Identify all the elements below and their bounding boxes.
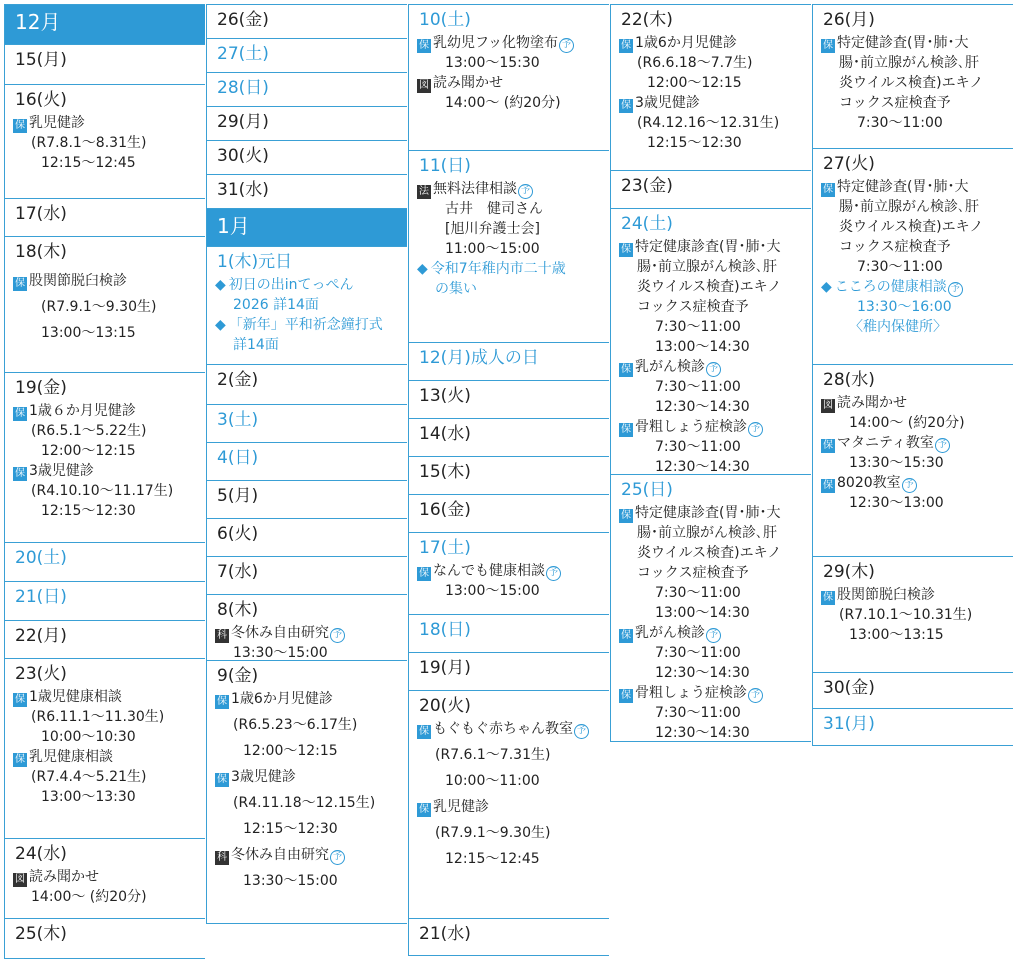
day-cell (5, 44, 205, 84)
category-icon: 保 (823, 480, 833, 491)
reservation-icon: 予 (574, 724, 589, 739)
day-label: 27(土) (217, 44, 269, 64)
event-title: 保 8020教室 予 (821, 473, 1013, 493)
reservation-icon: 予 (902, 478, 917, 493)
event-title: 保 3歳児健診 (15, 463, 94, 479)
event-detail: (R7.8.1～8.31生) (31, 135, 147, 151)
event-title: ◆ 「新年」平和祈念鐘打式 (215, 317, 383, 333)
day-label: 7(水) (217, 562, 259, 582)
day-label: 13(火) (419, 386, 471, 406)
day-label: 30(金) (823, 678, 875, 698)
event-detail: 12:15～12:30 (647, 135, 742, 151)
event-detail: (R7.4.4～5.21生) (31, 769, 147, 785)
event-title: 保 マタニティ教室 予 (821, 433, 1013, 453)
event-title: 保 特定健康診査(胃･肺･大 (621, 505, 781, 521)
category-icon: 保 (823, 40, 833, 51)
event-detail: 13:00～14:30 (655, 339, 750, 355)
event-title: 図 読み聞かせ (823, 395, 907, 411)
event-title: 保 1歳6か月児健診 (621, 35, 737, 51)
day-label: 5(月) (217, 486, 259, 506)
event-title: ◆ こころの健康相談 予 (821, 277, 1013, 297)
event-detail: 腸･前立腺がん検診､肝 (637, 525, 777, 541)
day-cell (5, 542, 205, 581)
reservation-icon: 予 (706, 628, 721, 643)
event-detail: (R7.10.1～10.31生) (839, 607, 973, 623)
event-title: 保 3歳児健診 (621, 95, 700, 111)
diamond-icon: ◆ (821, 279, 832, 295)
day-cell (409, 918, 609, 956)
category-icon: 保 (621, 510, 631, 521)
day-label: 8(木) (217, 600, 259, 620)
day-label: 16(火) (15, 90, 67, 110)
category-icon: 保 (621, 364, 631, 375)
diamond-icon: ◆ (215, 277, 226, 293)
day-cell (409, 456, 609, 494)
day-cell (207, 480, 407, 518)
event-detail: 12:15～12:30 (243, 821, 338, 837)
category-icon: 保 (15, 694, 25, 705)
reservation-icon: 予 (546, 566, 561, 581)
day-cell (207, 660, 407, 924)
day-cell (409, 652, 609, 690)
event-detail: 13:00～13:15 (41, 325, 136, 341)
day-cell (5, 838, 205, 918)
category-icon: 図 (823, 400, 833, 411)
day-label: 23(金) (621, 176, 673, 196)
event-detail: (R6.11.1～11.30生) (31, 709, 165, 725)
reservation-icon: 予 (748, 422, 763, 437)
day-cell (207, 4, 407, 38)
day-label: 2(金) (217, 370, 259, 390)
event-detail: コックス症検査予 (637, 299, 749, 315)
day-label: 28(日) (217, 78, 269, 98)
event-title: ◆ 初日の出inてっぺん (215, 277, 354, 293)
event-detail: (R7.9.1～9.30生) (435, 825, 551, 841)
event-detail: の集い (435, 281, 477, 297)
reservation-icon: 予 (706, 362, 721, 377)
day-cell (611, 170, 811, 208)
event-detail: 炎ウイルス検査)エキノ (637, 279, 782, 295)
day-label: 23(火) (15, 664, 67, 684)
day-label: 26(金) (217, 10, 269, 30)
calendar-column (812, 4, 1013, 746)
event-title: 法 無料法律相談 予 (417, 179, 609, 199)
day-cell (813, 672, 1013, 708)
category-icon: 図 (419, 80, 429, 91)
day-cell (813, 556, 1013, 672)
category-icon: 保 (621, 244, 631, 255)
day-label: 19(月) (419, 658, 471, 678)
day-label: 3(土) (217, 410, 259, 430)
event-detail: 7:30～11:00 (857, 115, 943, 131)
event-detail: 13:00～13:30 (41, 789, 136, 805)
category-icon: 科 (217, 630, 227, 641)
event-detail: 腸･前立腺がん検診､肝 (839, 55, 979, 71)
event-detail: コックス症検査予 (839, 239, 951, 255)
reservation-icon: 予 (948, 282, 963, 297)
day-label: 20(土) (15, 548, 67, 568)
event-detail: 10:00～11:00 (445, 773, 540, 789)
day-cell (5, 84, 205, 198)
event-detail: (R7.6.1～7.31生) (435, 747, 551, 763)
day-cell (207, 364, 407, 404)
calendar-column (4, 4, 205, 959)
event-title: 図 読み聞かせ (419, 75, 503, 91)
day-label: 15(月) (15, 50, 67, 70)
event-detail: 7:30～11:00 (655, 705, 741, 721)
event-detail: 炎ウイルス検査)エキノ (637, 545, 782, 561)
event-detail: (R6.5.1～5.22生) (31, 423, 147, 439)
day-label: 27(火) (823, 154, 875, 174)
day-label: 4(日) (217, 448, 259, 468)
event-detail: 12:30～14:30 (655, 399, 750, 415)
event-title: 保 乳児健診 (15, 115, 85, 131)
event-detail: 12:30～14:30 (655, 459, 750, 475)
category-icon: 保 (823, 184, 833, 195)
event-detail: 〈稚内保健所〉 (849, 319, 947, 335)
event-detail: 13:00～15:00 (445, 583, 540, 599)
day-cell (207, 246, 407, 364)
day-label: 10(土) (419, 10, 471, 30)
event-detail: (R7.9.1～9.30生) (41, 299, 157, 315)
category-icon: 法 (419, 186, 429, 197)
day-cell (409, 494, 609, 532)
event-detail: 13:00～14:30 (655, 605, 750, 621)
event-detail: 古井 健司さん (445, 201, 543, 217)
day-label: 22(木) (621, 10, 673, 30)
day-label: 17(土) (419, 538, 471, 558)
category-icon: 保 (15, 754, 25, 765)
calendar-column (408, 4, 609, 956)
event-detail: (R6.6.18～7.7生) (637, 55, 753, 71)
day-cell (5, 658, 205, 838)
reservation-icon: 予 (330, 850, 345, 865)
day-cell (813, 148, 1013, 364)
event-title: 図 読み聞かせ (15, 869, 99, 885)
event-detail: 腸･前立腺がん検診､肝 (637, 259, 777, 275)
event-title: 保 3歳児健診 (217, 769, 296, 785)
day-cell (5, 581, 205, 620)
event-title: 保 骨粗しょう症検診 予 (619, 683, 811, 703)
event-detail: 13:30～16:00 (857, 299, 952, 315)
day-cell (611, 474, 811, 742)
day-label: 25(日) (621, 480, 673, 500)
day-label: 12(月)成人の日 (419, 348, 539, 368)
day-cell (409, 150, 609, 342)
event-title: 保 乳がん検診 予 (619, 623, 811, 643)
category-icon: 保 (419, 40, 429, 51)
event-title: 保 なんでも健康相談 予 (417, 561, 609, 581)
day-cell (409, 418, 609, 456)
event-detail: 7:30～11:00 (655, 585, 741, 601)
day-label: 18(木) (15, 242, 67, 262)
category-icon: 保 (419, 568, 429, 579)
day-label: 29(月) (217, 112, 269, 132)
event-title: 保 もぐもぐ赤ちゃん教室 予 (417, 719, 609, 739)
diamond-icon: ◆ (417, 261, 428, 277)
event-detail: 10:00～10:30 (41, 729, 136, 745)
event-detail: 12:00～12:15 (243, 743, 338, 759)
category-icon: 保 (823, 440, 833, 451)
category-icon: 保 (419, 804, 429, 815)
event-detail: 14:00～ (約20分) (849, 415, 965, 431)
day-label: 19(金) (15, 378, 67, 398)
category-icon: 保 (621, 630, 631, 641)
day-cell (207, 556, 407, 594)
day-label: 26(月) (823, 10, 875, 30)
day-cell (207, 106, 407, 140)
day-label: 18(日) (419, 620, 471, 640)
day-label: 31(月) (823, 714, 875, 734)
day-label: 6(火) (217, 524, 259, 544)
event-detail: 12:00～12:15 (647, 75, 742, 91)
event-detail: 炎ウイルス検査)エキノ (839, 75, 984, 91)
day-label: 24(水) (15, 844, 67, 864)
day-cell (207, 174, 407, 208)
category-icon: 保 (217, 696, 227, 707)
day-cell (813, 4, 1013, 148)
day-label: 29(木) (823, 562, 875, 582)
day-cell (207, 38, 407, 72)
category-icon: 図 (15, 874, 25, 885)
event-title: ◆ 令和7年稚内市二十歳 (417, 261, 566, 277)
day-label: 30(火) (217, 146, 269, 166)
event-detail: 7:30～11:00 (655, 645, 741, 661)
day-cell (611, 208, 811, 474)
event-detail: (R4.11.18～12.15生) (233, 795, 376, 811)
event-detail: 7:30～11:00 (655, 439, 741, 455)
event-detail: 詳14面 (233, 337, 279, 353)
day-cell (207, 140, 407, 174)
event-detail: 14:00～ (約20分) (31, 889, 147, 905)
day-cell (409, 380, 609, 418)
day-cell (409, 532, 609, 614)
day-label: 28(水) (823, 370, 875, 390)
event-detail: 13:00～13:15 (849, 627, 944, 643)
day-cell (409, 4, 609, 150)
day-label: 15(木) (419, 462, 471, 482)
category-icon: 保 (419, 726, 429, 737)
calendar-column (610, 4, 811, 742)
event-title: 保 骨粗しょう症検診 予 (619, 417, 811, 437)
day-label: 16(金) (419, 500, 471, 520)
day-label: 22(月) (15, 626, 67, 646)
category-icon: 保 (217, 774, 227, 785)
event-detail: 7:30～11:00 (655, 319, 741, 335)
event-detail: 12:15～12:30 (41, 503, 136, 519)
event-detail: 13:30～15:00 (233, 645, 328, 661)
event-detail: 11:00～15:00 (445, 241, 540, 257)
event-detail: 12:00～12:15 (41, 443, 136, 459)
event-detail: (R4.12.16～12.31生) (637, 115, 780, 131)
event-detail: 炎ウイルス検査)エキノ (839, 219, 984, 235)
event-title: 保 特定健康診査(胃･肺･大 (621, 239, 781, 255)
day-cell (611, 4, 811, 170)
event-title: 保 乳幼児フッ化物塗布 予 (417, 33, 609, 53)
category-icon: 保 (15, 408, 25, 419)
event-title: 科 冬休み自由研究 予 (215, 623, 407, 643)
calendar-column (206, 4, 407, 924)
day-label: 21(日) (15, 587, 67, 607)
category-icon: 保 (15, 120, 25, 131)
day-cell (207, 72, 407, 106)
day-cell (409, 614, 609, 652)
day-label: 31(水) (217, 180, 269, 200)
event-title: 保 特定健診査(胃･肺･大 (823, 179, 969, 195)
month-header: 1月 (207, 208, 407, 246)
event-title: 保 1歳6か月児健診 (217, 691, 333, 707)
event-detail: 7:30～11:00 (857, 259, 943, 275)
category-icon: 保 (621, 424, 631, 435)
day-cell (813, 364, 1013, 556)
day-label: 20(火) (419, 696, 471, 716)
event-title: 保 特定健診査(胃･肺･大 (823, 35, 969, 51)
category-icon: 保 (15, 468, 25, 479)
event-title: 科 冬休み自由研究 予 (215, 845, 407, 865)
day-label: 1(木)元日 (217, 252, 293, 272)
event-detail: 14:00～ (約20分) (445, 95, 561, 111)
reservation-icon: 予 (748, 688, 763, 703)
day-cell (813, 708, 1013, 746)
event-detail: 12:30～13:00 (849, 495, 944, 511)
day-cell (207, 442, 407, 480)
event-detail: (R4.10.10～11.17生) (31, 483, 174, 499)
event-detail: 12:15～12:45 (445, 851, 540, 867)
day-label: 11(日) (419, 156, 471, 176)
day-cell (207, 404, 407, 442)
event-title: 保 1歳６か月児健診 (15, 403, 136, 419)
category-icon: 保 (15, 278, 25, 289)
reservation-icon: 予 (935, 438, 950, 453)
event-detail: 2026 詳14面 (233, 297, 319, 313)
event-detail: 12:30～14:30 (655, 665, 750, 681)
category-icon: 保 (823, 592, 833, 603)
category-icon: 保 (621, 690, 631, 701)
day-cell (5, 372, 205, 542)
day-cell (207, 518, 407, 556)
event-title: 保 乳児健診 (419, 799, 489, 815)
reservation-icon: 予 (330, 628, 345, 643)
event-detail: 13:30～15:30 (849, 455, 944, 471)
diamond-icon: ◆ (215, 317, 226, 333)
day-cell (5, 620, 205, 658)
event-detail: 12:15～12:45 (41, 155, 136, 171)
day-cell (409, 690, 609, 918)
day-cell (5, 198, 205, 236)
day-label: 25(木) (15, 924, 67, 944)
event-title: 保 股関節脱臼検診 (823, 587, 935, 603)
category-icon: 科 (217, 852, 227, 863)
day-label: 9(金) (217, 666, 259, 686)
event-title: 保 乳児健康相談 (15, 749, 113, 765)
day-cell (207, 594, 407, 660)
event-detail: 13:00～15:30 (445, 55, 540, 71)
event-title: 保 股関節脱臼検診 (15, 273, 127, 289)
event-detail: 13:30～15:00 (243, 873, 338, 889)
event-detail: (R6.5.23～6.17生) (233, 717, 358, 733)
event-detail: 7:30～11:00 (655, 379, 741, 395)
category-icon: 保 (621, 100, 631, 111)
day-label: 17(水) (15, 204, 67, 224)
day-cell (5, 918, 205, 959)
category-icon: 保 (621, 40, 631, 51)
reservation-icon: 予 (559, 38, 574, 53)
event-detail: 腸･前立腺がん検診､肝 (839, 199, 979, 215)
day-label: 14(水) (419, 424, 471, 444)
event-detail: コックス症検査予 (839, 95, 951, 111)
day-cell (409, 342, 609, 380)
event-detail: コックス症検査予 (637, 565, 749, 581)
day-label: 21(水) (419, 924, 471, 944)
event-title: 保 1歳児健康相談 (15, 689, 122, 705)
reservation-icon: 予 (518, 184, 533, 199)
event-detail: 12:30～14:30 (655, 725, 750, 741)
day-label: 24(土) (621, 214, 673, 234)
event-detail: [旭川弁護士会] (445, 221, 540, 237)
day-cell (5, 236, 205, 372)
event-title: 保 乳がん検診 予 (619, 357, 811, 377)
month-header: 12月 (5, 4, 205, 44)
